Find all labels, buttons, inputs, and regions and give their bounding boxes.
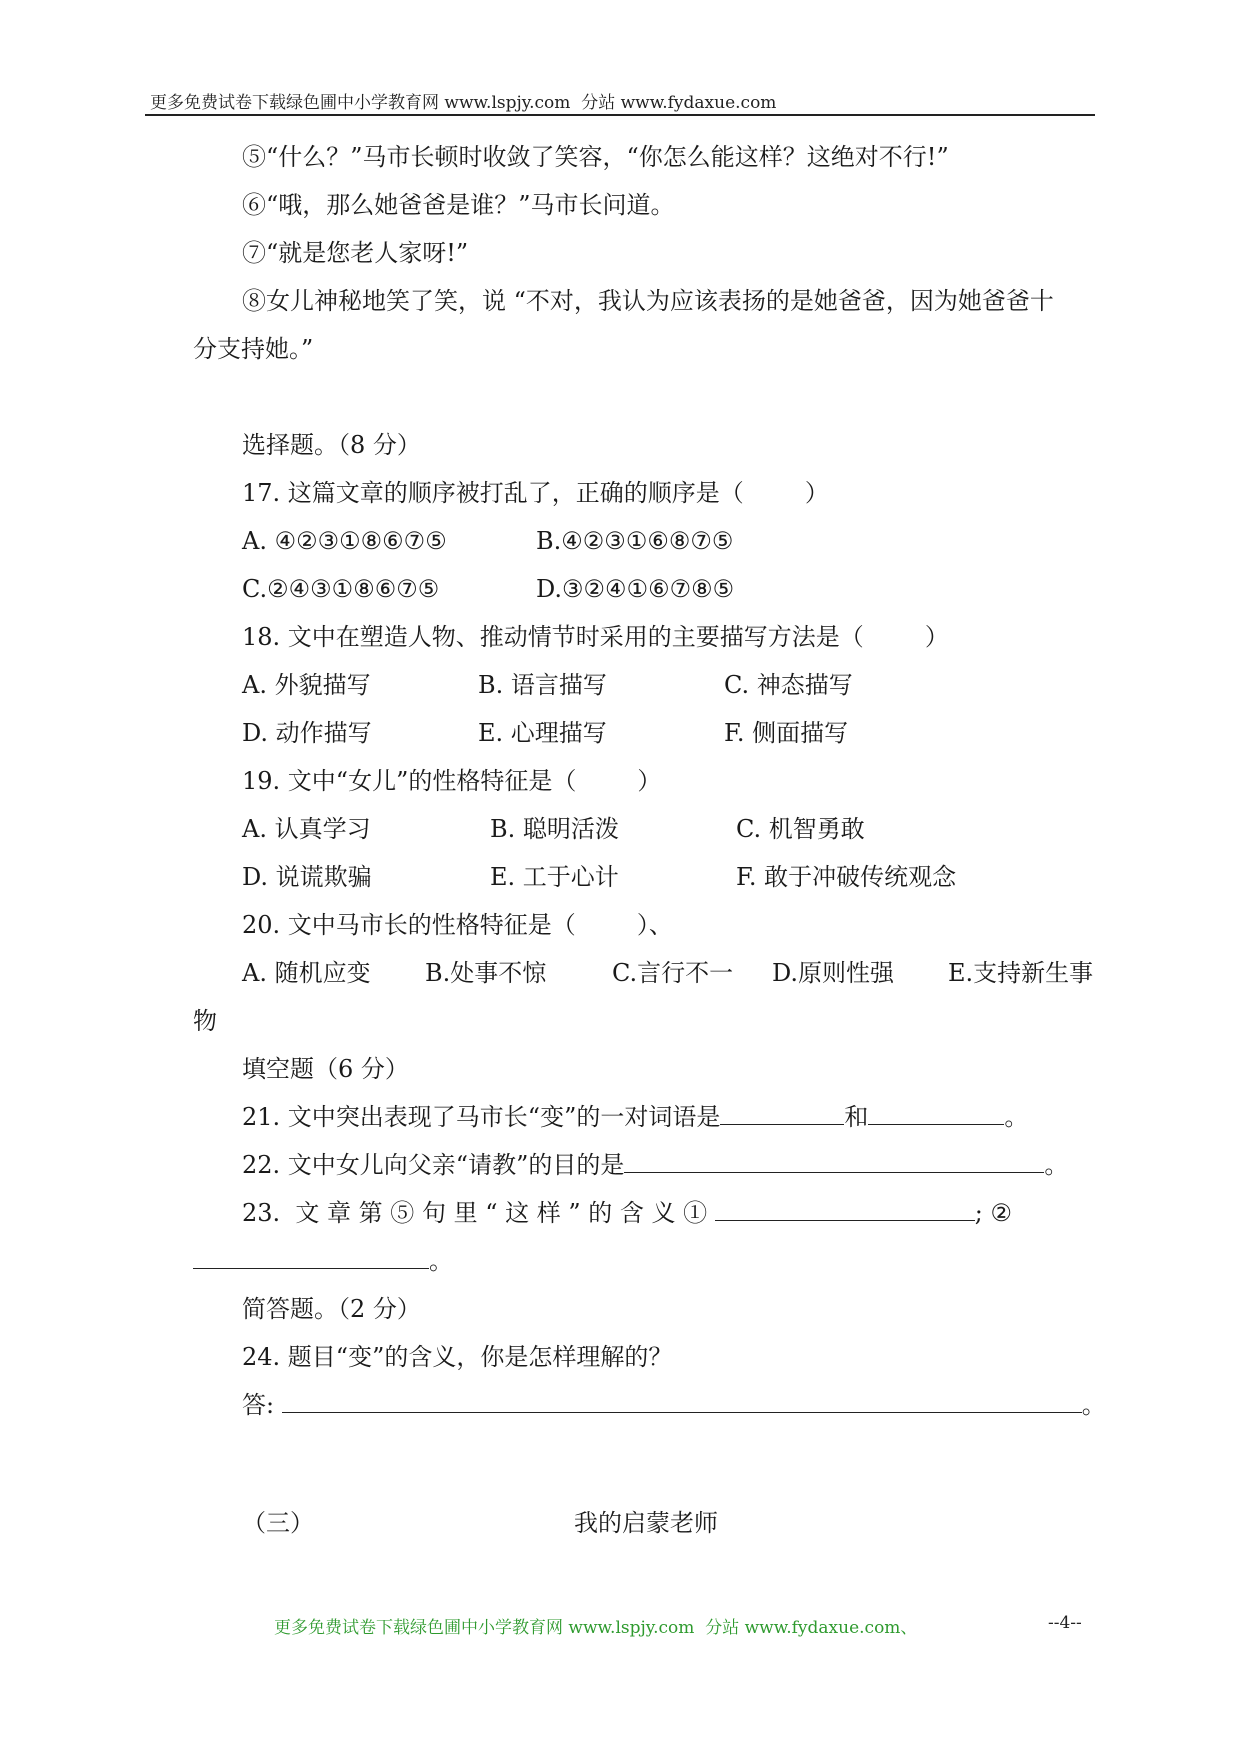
- q23-end: 。: [429, 1247, 453, 1275]
- q19-option-a: A. 认真学习: [242, 815, 371, 843]
- part3-title: 我的启蒙老师: [574, 1509, 718, 1537]
- q23-blank-1[interactable]: [715, 1198, 975, 1221]
- q22-line: [242, 1150, 1068, 1180]
- q21-blank-2[interactable]: [868, 1102, 1004, 1125]
- q22-end: 。: [1044, 1151, 1069, 1179]
- passage-line-6: ⑥“哦，那么她爸爸是谁？”马市长问道。: [242, 191, 675, 219]
- q19-option-d: D. 说谎欺骗: [242, 863, 372, 891]
- passage-line-8a: ⑧女儿神秘地笑了笑，说 “不对，我认为应该表扬的是她爸爸，因为她爸爸十: [242, 287, 1054, 315]
- q23-line: [242, 1198, 1012, 1228]
- q17-option-c: C.②④③①⑧⑥⑦⑤: [242, 575, 440, 603]
- q18-option-f: F. 侧面描写: [724, 719, 849, 747]
- q19-option-b: B. 聪明活泼: [490, 815, 619, 843]
- q24-end: 。: [1081, 1391, 1106, 1419]
- part3-label: （三）: [242, 1509, 314, 1537]
- q20-option-b: B.处事不惊: [425, 959, 547, 987]
- q20-option-e-cont: 物: [193, 1007, 217, 1035]
- q19-option-c: C. 机智勇敢: [736, 815, 865, 843]
- q18-option-b: B. 语言描写: [478, 671, 607, 699]
- q21-conjunction: 和: [844, 1103, 869, 1131]
- q17-option-a: A. ④②③①⑧⑥⑦⑤: [242, 527, 447, 555]
- passage-line-8b: 分支持她。”: [193, 335, 314, 363]
- q22-blank[interactable]: [624, 1150, 1044, 1173]
- q23-line-2: [193, 1246, 453, 1276]
- header-rule: [145, 114, 1095, 116]
- q24-stem: 24. 题目“变”的含义，你是怎样理解的？: [242, 1343, 673, 1371]
- q23-prompt: 23. 文 章 第 ⑤ 句 里 “ 这 样 ” 的 含 义 ①: [242, 1199, 715, 1227]
- q21-end: 。: [1004, 1103, 1029, 1131]
- q17-option-b: B.④②③①⑥⑧⑦⑤: [536, 527, 734, 555]
- q21-prompt: 21. 文中突出表现了马市长“变”的一对词语是: [242, 1103, 721, 1131]
- section-choice-title: 选择题。（8 分）: [242, 431, 421, 459]
- q20-option-a: A. 随机应变: [242, 959, 371, 987]
- q18-stem: 18. 文中在塑造人物、推动情节时采用的主要描写方法是（ ）: [242, 623, 949, 651]
- section-short-title: 简答题。（2 分）: [242, 1295, 421, 1323]
- q17-stem: 17. 这篇文章的顺序被打乱了，正确的顺序是（ ）: [242, 479, 829, 507]
- q18-option-e: E. 心理描写: [478, 719, 607, 747]
- passage-line-7: ⑦“就是您老人家呀!”: [242, 239, 469, 267]
- q24-answer-blank[interactable]: [282, 1390, 1082, 1413]
- q22-prompt: 22. 文中女儿向父亲“请教”的目的是: [242, 1151, 625, 1179]
- q18-option-d: D. 动作描写: [242, 719, 372, 747]
- passage-line-5: ⑤“什么？”马市长顿时收敛了笑容，“你怎么能这样？这绝对不行!”: [242, 143, 949, 171]
- q23-blank-2[interactable]: [193, 1246, 429, 1269]
- q23-mid: ; ②: [974, 1199, 1013, 1227]
- q21-blank-1[interactable]: [720, 1102, 844, 1125]
- q24-answer-line: [242, 1390, 1106, 1420]
- q20-option-c: C.言行不一: [612, 959, 734, 987]
- page-header: 更多免费试卷下载绿色圃中小学教育网 www.lspjy.com 分站 www.fydaxue.com: [150, 93, 777, 113]
- q20-stem: 20. 文中马市长的性格特征是（ ）、: [242, 911, 673, 939]
- page-footer: 更多免费试卷下载绿色圃中小学教育网 www.lspjy.com 分站 www.fydaxue.com、: [274, 1618, 918, 1638]
- page-number: --4--: [1048, 1613, 1082, 1633]
- q19-option-e: E. 工于心计: [490, 863, 619, 891]
- q17-option-d: D.③②④①⑥⑦⑧⑤: [536, 575, 735, 603]
- q21-line: [242, 1102, 1028, 1132]
- q20-option-d: D.原则性强: [772, 959, 895, 987]
- section-fill-title: 填空题（6 分）: [242, 1055, 409, 1083]
- q19-option-f: F. 敢于冲破传统观念: [736, 863, 957, 891]
- q24-answer-label: 答:: [242, 1391, 282, 1419]
- q20-option-e: E.支持新生事: [948, 959, 1094, 987]
- q19-stem: 19. 文中“女儿”的性格特征是（ ）: [242, 767, 662, 795]
- q18-option-c: C. 神态描写: [724, 671, 853, 699]
- q18-option-a: A. 外貌描写: [242, 671, 371, 699]
